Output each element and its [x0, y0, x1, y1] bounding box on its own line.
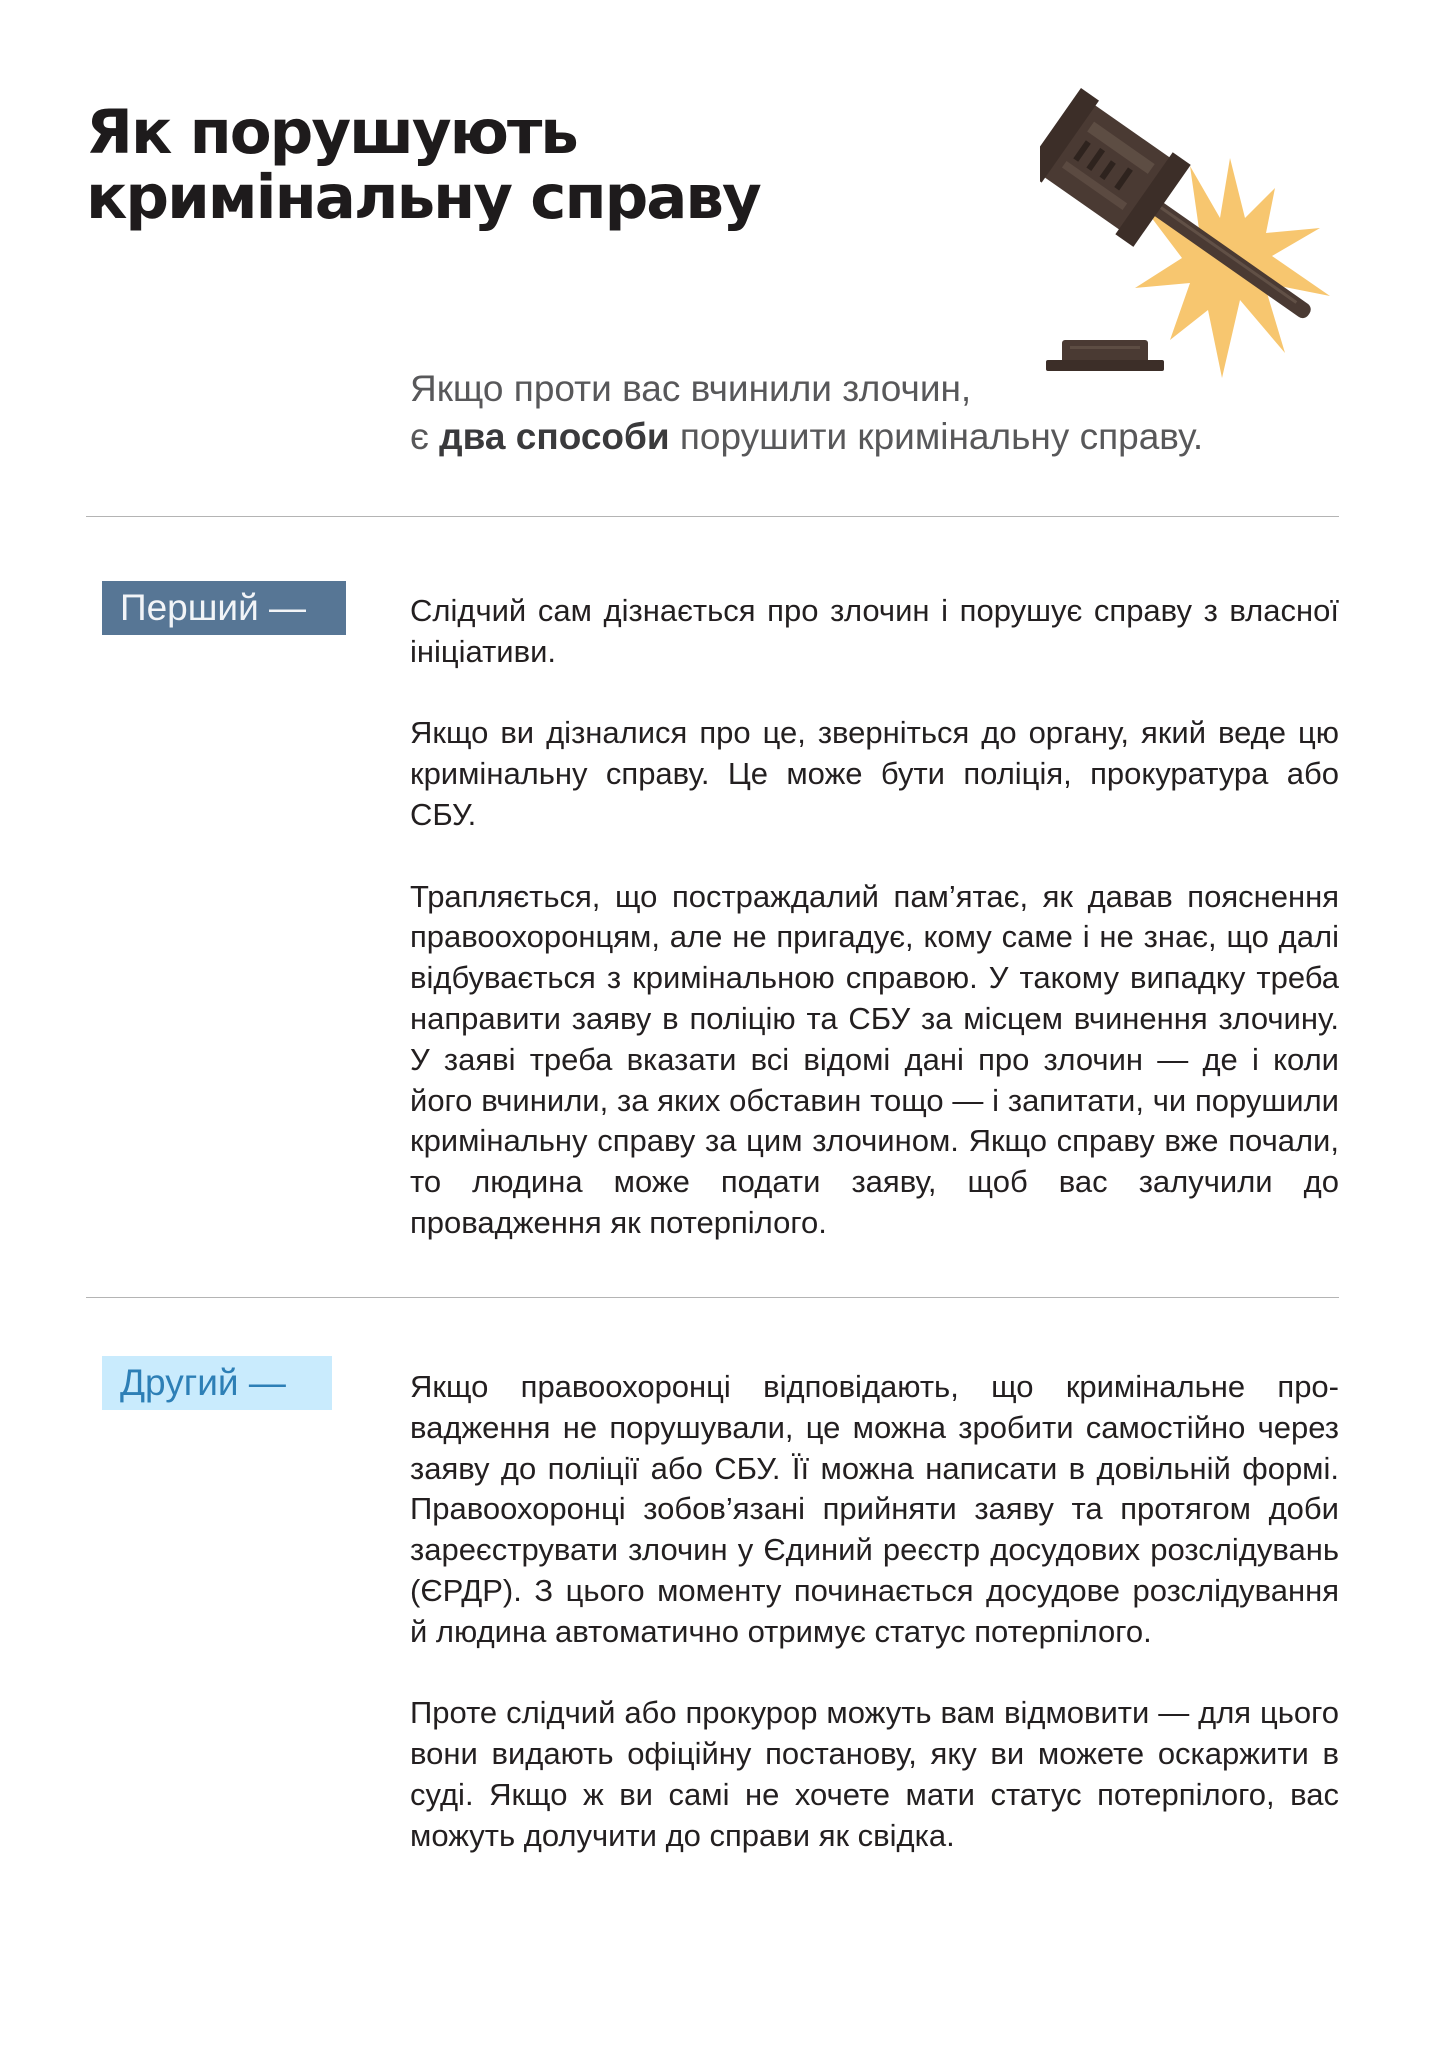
section-label-second: Другий —	[102, 1356, 332, 1410]
intro-line-2	[410, 413, 1203, 461]
intro-line-1: Якщо проти вас вчинили злочин,	[410, 368, 972, 409]
page-title-line-2: кримінальну справу	[86, 162, 760, 233]
intro-line-2-prefix: є	[410, 416, 440, 457]
section-first-paragraph-3: Трапляється, що постраждалий пам’ятає, як давав пояснення правоохоронцям, але не пригадує, кому саме і не знає, що далі відбувається з кримінальною справою. У такому випадку треба направити заяву в поліцію та СБУ за місцем вчинення злочину. У заяві треба вказати всі відомі дані про злочин — де і коли його вчинили, за яких обставин тощо — і запитати, чи порушили кримінальну справу за цим злочином. Якщо справу вже почали, то людина може подати заяву, щоб вас залучили до провадження як потерпілого.	[410, 878, 1339, 1240]
divider-middle	[86, 1297, 1339, 1298]
page-title	[86, 97, 760, 233]
section-second-body	[410, 1367, 1339, 1857]
page-title-line-1: Як порушують	[86, 97, 577, 168]
gavel-icon	[1040, 78, 1360, 398]
section-first-paragraph-1: Слідчий сам дізнається про злочин і порушує справу з власної ініціативи.	[410, 593, 1339, 669]
intro-text	[410, 365, 1203, 461]
intro-line-2-suffix: порушити кримінальну справу.	[669, 416, 1204, 457]
section-second-paragraph-2: Проте слідчий або прокурор можуть вам відмовити — для цього вони видають офіційну постанову, яку ви можете оскаржити в суді. Якщо ж ви самі не хочете мати статус потерпілого, вас можуть долучити до справи як свідка.	[410, 1695, 1339, 1853]
section-second-paragraph-1: Якщо правоохоронці відповідають, що кримінальне провадження не порушували, це можна зробити самостійно через заяву до поліції або СБУ. Її можна написати в довільній формі. Правоохоронці зобов’язані прийняти заяву та протягом доби зареєструвати злочин у Єдиний реєстр досудових розслідувань (ЄРДР). З цього моменту починається досудове розслідування й людина автоматично отримує статус потерпілого.	[410, 1369, 1339, 1649]
section-label-first: Перший —	[102, 581, 346, 635]
intro-emphasis: два способи	[439, 416, 670, 457]
section-first-paragraph-2: Якщо ви дізналися про це, зверніться до органу, який веде цю кримінальну справу. Це може бути поліція, прокуратура або СБУ.	[410, 715, 1339, 832]
divider-top	[86, 516, 1339, 517]
section-first-body	[410, 591, 1339, 1244]
